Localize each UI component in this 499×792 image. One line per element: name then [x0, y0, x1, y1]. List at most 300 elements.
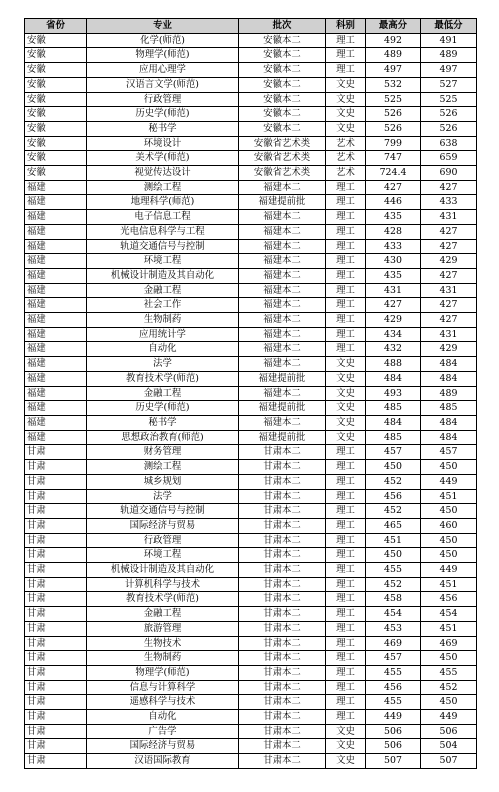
cell-subject: 理工 — [326, 621, 366, 636]
cell-major: 应用心理学 — [87, 63, 239, 78]
cell-major: 金融工程 — [87, 386, 239, 401]
cell-province: 福建 — [25, 342, 87, 357]
cell-major: 行政管理 — [87, 92, 239, 107]
cell-batch: 甘肃本二 — [239, 460, 326, 475]
table-row — [25, 48, 477, 63]
cell-subject: 理工 — [326, 504, 366, 519]
cell-province: 安徽 — [25, 77, 87, 92]
cell-min-score: 525 — [421, 92, 477, 107]
cell-major: 化学(师范) — [87, 33, 239, 48]
cell-major: 秘书学 — [87, 415, 239, 430]
cell-max-score: 449 — [366, 710, 421, 725]
table-row — [25, 151, 477, 166]
cell-batch: 安徽本二 — [239, 63, 326, 78]
cell-max-score: 435 — [366, 210, 421, 225]
cell-province: 福建 — [25, 430, 87, 445]
cell-batch: 甘肃本二 — [239, 489, 326, 504]
header-min-score: 最低分 — [421, 19, 477, 34]
cell-province: 福建 — [25, 268, 87, 283]
cell-subject: 理工 — [326, 651, 366, 666]
cell-subject: 理工 — [326, 298, 366, 313]
table-row — [25, 518, 477, 533]
table-row — [25, 695, 477, 710]
cell-subject: 艺术 — [326, 136, 366, 151]
cell-province: 甘肃 — [25, 710, 87, 725]
cell-major: 视觉传达设计 — [87, 166, 239, 181]
cell-subject: 艺术 — [326, 151, 366, 166]
cell-max-score: 506 — [366, 739, 421, 754]
cell-province: 安徽 — [25, 33, 87, 48]
cell-batch: 甘肃本二 — [239, 621, 326, 636]
cell-province: 甘肃 — [25, 739, 87, 754]
cell-max-score: 526 — [366, 107, 421, 122]
cell-subject: 文史 — [326, 739, 366, 754]
header-subject: 科别 — [326, 19, 366, 34]
cell-province: 福建 — [25, 195, 87, 210]
cell-min-score: 449 — [421, 710, 477, 725]
cell-max-score: 432 — [366, 342, 421, 357]
cell-max-score: 469 — [366, 636, 421, 651]
table-row — [25, 224, 477, 239]
cell-major: 轨道交通信号与控制 — [87, 239, 239, 254]
cell-province: 甘肃 — [25, 754, 87, 769]
cell-subject: 文史 — [326, 386, 366, 401]
cell-max-score: 452 — [366, 474, 421, 489]
cell-major: 法学 — [87, 489, 239, 504]
cell-subject: 理工 — [326, 33, 366, 48]
cell-batch: 福建本二 — [239, 268, 326, 283]
table-row — [25, 210, 477, 225]
cell-max-score: 465 — [366, 518, 421, 533]
cell-min-score: 526 — [421, 121, 477, 136]
table-row — [25, 371, 477, 386]
cell-min-score: 456 — [421, 592, 477, 607]
cell-province: 福建 — [25, 313, 87, 328]
cell-max-score: 747 — [366, 151, 421, 166]
cell-min-score: 454 — [421, 607, 477, 622]
cell-batch: 甘肃本二 — [239, 665, 326, 680]
cell-subject: 理工 — [326, 680, 366, 695]
cell-batch: 安徽本二 — [239, 48, 326, 63]
table-row — [25, 739, 477, 754]
cell-subject: 文史 — [326, 77, 366, 92]
cell-major: 机械设计制造及其自动化 — [87, 563, 239, 578]
cell-major: 行政管理 — [87, 533, 239, 548]
cell-max-score: 525 — [366, 92, 421, 107]
cell-major: 生物技术 — [87, 636, 239, 651]
table-row — [25, 445, 477, 460]
cell-province: 甘肃 — [25, 445, 87, 460]
cell-major: 金融工程 — [87, 607, 239, 622]
cell-major: 应用统计学 — [87, 327, 239, 342]
cell-province: 甘肃 — [25, 533, 87, 548]
cell-province: 甘肃 — [25, 489, 87, 504]
table-row — [25, 107, 477, 122]
cell-max-score: 446 — [366, 195, 421, 210]
cell-batch: 甘肃本二 — [239, 563, 326, 578]
cell-max-score: 427 — [366, 180, 421, 195]
cell-max-score: 457 — [366, 445, 421, 460]
cell-province: 安徽 — [25, 121, 87, 136]
cell-subject: 理工 — [326, 695, 366, 710]
cell-min-score: 427 — [421, 239, 477, 254]
cell-major: 汉语国际教育 — [87, 754, 239, 769]
cell-major: 环境设计 — [87, 136, 239, 151]
cell-province: 安徽 — [25, 166, 87, 181]
cell-min-score: 449 — [421, 474, 477, 489]
cell-province: 甘肃 — [25, 548, 87, 563]
cell-major: 遥感科学与技术 — [87, 695, 239, 710]
cell-province: 安徽 — [25, 48, 87, 63]
cell-batch: 福建本二 — [239, 239, 326, 254]
cell-min-score: 457 — [421, 445, 477, 460]
cell-min-score: 431 — [421, 210, 477, 225]
cell-min-score: 431 — [421, 283, 477, 298]
table-row — [25, 754, 477, 769]
table-row — [25, 283, 477, 298]
cell-province: 安徽 — [25, 63, 87, 78]
cell-batch: 安徽省艺术类 — [239, 136, 326, 151]
cell-max-score: 450 — [366, 460, 421, 475]
cell-subject: 理工 — [326, 48, 366, 63]
table-row — [25, 430, 477, 445]
cell-min-score: 427 — [421, 180, 477, 195]
cell-min-score: 429 — [421, 342, 477, 357]
cell-min-score: 451 — [421, 621, 477, 636]
cell-major: 汉语言文学(师范) — [87, 77, 239, 92]
cell-subject: 理工 — [326, 342, 366, 357]
cell-max-score: 493 — [366, 386, 421, 401]
cell-subject: 理工 — [326, 636, 366, 651]
cell-subject: 文史 — [326, 415, 366, 430]
cell-min-score: 450 — [421, 651, 477, 666]
cell-max-score: 431 — [366, 283, 421, 298]
cell-major: 生物制药 — [87, 651, 239, 666]
cell-subject: 理工 — [326, 268, 366, 283]
cell-subject: 理工 — [326, 665, 366, 680]
cell-batch: 安徽本二 — [239, 92, 326, 107]
cell-province: 福建 — [25, 401, 87, 416]
cell-province: 甘肃 — [25, 577, 87, 592]
cell-subject: 文史 — [326, 754, 366, 769]
cell-major: 旅游管理 — [87, 621, 239, 636]
cell-batch: 福建本二 — [239, 210, 326, 225]
cell-min-score: 451 — [421, 577, 477, 592]
cell-subject: 理工 — [326, 63, 366, 78]
cell-min-score: 431 — [421, 327, 477, 342]
cell-batch: 甘肃本二 — [239, 504, 326, 519]
cell-subject: 文史 — [326, 430, 366, 445]
header-max-score: 最高分 — [366, 19, 421, 34]
table-row — [25, 401, 477, 416]
cell-max-score: 489 — [366, 48, 421, 63]
cell-province: 甘肃 — [25, 695, 87, 710]
cell-batch: 福建本二 — [239, 327, 326, 342]
table-row — [25, 563, 477, 578]
cell-batch: 福建提前批 — [239, 430, 326, 445]
table-row — [25, 680, 477, 695]
table-row — [25, 460, 477, 475]
table-row — [25, 636, 477, 651]
table-row — [25, 607, 477, 622]
cell-province: 甘肃 — [25, 724, 87, 739]
cell-batch: 福建本二 — [239, 342, 326, 357]
cell-max-score: 492 — [366, 33, 421, 48]
cell-min-score: 506 — [421, 724, 477, 739]
cell-major: 广告学 — [87, 724, 239, 739]
cell-subject: 文史 — [326, 724, 366, 739]
cell-province: 安徽 — [25, 92, 87, 107]
cell-major: 教育技术学(师范) — [87, 371, 239, 386]
cell-min-score: 489 — [421, 48, 477, 63]
cell-batch: 甘肃本二 — [239, 651, 326, 666]
cell-max-score: 457 — [366, 651, 421, 666]
cell-major: 社会工作 — [87, 298, 239, 313]
cell-min-score: 450 — [421, 695, 477, 710]
cell-subject: 文史 — [326, 401, 366, 416]
table-row — [25, 63, 477, 78]
cell-province: 福建 — [25, 224, 87, 239]
cell-subject: 文史 — [326, 371, 366, 386]
cell-major: 自动化 — [87, 342, 239, 357]
table-row — [25, 386, 477, 401]
cell-batch: 甘肃本二 — [239, 592, 326, 607]
table-row — [25, 33, 477, 48]
cell-min-score: 450 — [421, 504, 477, 519]
cell-max-score: 456 — [366, 680, 421, 695]
table-row — [25, 651, 477, 666]
cell-batch: 福建本二 — [239, 298, 326, 313]
cell-min-score: 469 — [421, 636, 477, 651]
cell-batch: 甘肃本二 — [239, 680, 326, 695]
cell-province: 福建 — [25, 254, 87, 269]
cell-major: 光电信息科学与工程 — [87, 224, 239, 239]
cell-max-score: 453 — [366, 621, 421, 636]
cell-major: 地理科学(师范) — [87, 195, 239, 210]
cell-max-score: 430 — [366, 254, 421, 269]
cell-province: 甘肃 — [25, 518, 87, 533]
cell-min-score: 485 — [421, 401, 477, 416]
cell-subject: 理工 — [326, 563, 366, 578]
table-row — [25, 533, 477, 548]
cell-subject: 理工 — [326, 489, 366, 504]
cell-major: 秘书学 — [87, 121, 239, 136]
cell-batch: 福建本二 — [239, 224, 326, 239]
cell-min-score: 526 — [421, 107, 477, 122]
cell-subject: 理工 — [326, 577, 366, 592]
table-row — [25, 724, 477, 739]
cell-min-score: 484 — [421, 415, 477, 430]
header-batch: 批次 — [239, 19, 326, 34]
cell-major: 测绘工程 — [87, 180, 239, 195]
cell-province: 甘肃 — [25, 665, 87, 680]
cell-major: 国际经济与贸易 — [87, 518, 239, 533]
table-row — [25, 121, 477, 136]
cell-province: 安徽 — [25, 136, 87, 151]
cell-major: 环境工程 — [87, 548, 239, 563]
table-row — [25, 489, 477, 504]
table-row — [25, 327, 477, 342]
cell-min-score: 504 — [421, 739, 477, 754]
cell-min-score: 484 — [421, 371, 477, 386]
cell-min-score: 638 — [421, 136, 477, 151]
table-row — [25, 313, 477, 328]
cell-major: 生物制药 — [87, 313, 239, 328]
cell-min-score: 497 — [421, 63, 477, 78]
cell-province: 福建 — [25, 283, 87, 298]
table-row — [25, 548, 477, 563]
cell-subject: 理工 — [326, 239, 366, 254]
cell-province: 甘肃 — [25, 504, 87, 519]
cell-min-score: 491 — [421, 33, 477, 48]
cell-major: 物理学(师范) — [87, 665, 239, 680]
cell-batch: 福建本二 — [239, 180, 326, 195]
cell-subject: 理工 — [326, 607, 366, 622]
table-row — [25, 621, 477, 636]
cell-min-score: 427 — [421, 268, 477, 283]
cell-batch: 安徽省艺术类 — [239, 166, 326, 181]
cell-major: 环境工程 — [87, 254, 239, 269]
cell-min-score: 429 — [421, 254, 477, 269]
cell-subject: 理工 — [326, 254, 366, 269]
cell-max-score: 526 — [366, 121, 421, 136]
table-row — [25, 665, 477, 680]
cell-subject: 理工 — [326, 592, 366, 607]
cell-batch: 安徽本二 — [239, 77, 326, 92]
cell-batch: 安徽省艺术类 — [239, 151, 326, 166]
cell-province: 福建 — [25, 298, 87, 313]
cell-province: 甘肃 — [25, 563, 87, 578]
cell-min-score: 507 — [421, 754, 477, 769]
cell-batch: 福建本二 — [239, 313, 326, 328]
cell-max-score: 450 — [366, 548, 421, 563]
cell-max-score: 485 — [366, 430, 421, 445]
cell-max-score: 484 — [366, 415, 421, 430]
cell-subject: 理工 — [326, 710, 366, 725]
table-row — [25, 268, 477, 283]
cell-subject: 理工 — [326, 210, 366, 225]
cell-batch: 福建提前批 — [239, 195, 326, 210]
cell-major: 自动化 — [87, 710, 239, 725]
table-row — [25, 504, 477, 519]
cell-subject: 理工 — [326, 313, 366, 328]
cell-max-score: 429 — [366, 313, 421, 328]
cell-major: 美术学(师范) — [87, 151, 239, 166]
cell-province: 福建 — [25, 327, 87, 342]
cell-max-score: 488 — [366, 357, 421, 372]
table-row — [25, 239, 477, 254]
cell-max-score: 532 — [366, 77, 421, 92]
cell-batch: 甘肃本二 — [239, 577, 326, 592]
table-row — [25, 357, 477, 372]
table-row — [25, 195, 477, 210]
cell-max-score: 458 — [366, 592, 421, 607]
cell-min-score: 433 — [421, 195, 477, 210]
cell-batch: 甘肃本二 — [239, 548, 326, 563]
table-row — [25, 342, 477, 357]
cell-max-score: 452 — [366, 577, 421, 592]
cell-province: 福建 — [25, 210, 87, 225]
cell-min-score: 690 — [421, 166, 477, 181]
score-table-document — [24, 18, 476, 769]
cell-max-score: 507 — [366, 754, 421, 769]
cell-max-score: 799 — [366, 136, 421, 151]
cell-major: 财务管理 — [87, 445, 239, 460]
cell-min-score: 527 — [421, 77, 477, 92]
cell-subject: 理工 — [326, 327, 366, 342]
cell-subject: 理工 — [326, 474, 366, 489]
table-row — [25, 92, 477, 107]
cell-subject: 文史 — [326, 121, 366, 136]
cell-major: 思想政治教育(师范) — [87, 430, 239, 445]
cell-batch: 福建本二 — [239, 357, 326, 372]
header-province: 省份 — [25, 19, 87, 34]
cell-subject: 理工 — [326, 195, 366, 210]
cell-major: 电子信息工程 — [87, 210, 239, 225]
cell-max-score: 485 — [366, 401, 421, 416]
cell-province: 甘肃 — [25, 680, 87, 695]
cell-subject: 理工 — [326, 533, 366, 548]
cell-min-score: 450 — [421, 548, 477, 563]
cell-province: 福建 — [25, 357, 87, 372]
cell-subject: 文史 — [326, 92, 366, 107]
cell-min-score: 460 — [421, 518, 477, 533]
cell-subject: 文史 — [326, 357, 366, 372]
cell-batch: 甘肃本二 — [239, 533, 326, 548]
cell-batch: 福建本二 — [239, 283, 326, 298]
cell-batch: 甘肃本二 — [239, 739, 326, 754]
table-row — [25, 77, 477, 92]
cell-min-score: 427 — [421, 298, 477, 313]
cell-min-score: 455 — [421, 665, 477, 680]
header-row — [25, 19, 477, 34]
cell-max-score: 433 — [366, 239, 421, 254]
cell-major: 历史学(师范) — [87, 107, 239, 122]
cell-batch: 福建提前批 — [239, 371, 326, 386]
cell-max-score: 455 — [366, 695, 421, 710]
cell-province: 安徽 — [25, 107, 87, 122]
cell-min-score: 484 — [421, 357, 477, 372]
cell-province: 福建 — [25, 386, 87, 401]
cell-subject: 文史 — [326, 107, 366, 122]
cell-batch: 福建本二 — [239, 386, 326, 401]
cell-major: 计算机科学与技术 — [87, 577, 239, 592]
cell-subject: 理工 — [326, 224, 366, 239]
table-row — [25, 592, 477, 607]
cell-province: 甘肃 — [25, 474, 87, 489]
cell-subject: 理工 — [326, 460, 366, 475]
header-major: 专业 — [87, 19, 239, 34]
cell-province: 甘肃 — [25, 651, 87, 666]
cell-batch: 福建本二 — [239, 254, 326, 269]
cell-subject: 艺术 — [326, 166, 366, 181]
cell-max-score: 451 — [366, 533, 421, 548]
cell-province: 福建 — [25, 371, 87, 386]
cell-major: 法学 — [87, 357, 239, 372]
table-row — [25, 415, 477, 430]
cell-province: 福建 — [25, 239, 87, 254]
cell-major: 历史学(师范) — [87, 401, 239, 416]
cell-major: 城乡规划 — [87, 474, 239, 489]
table-row — [25, 577, 477, 592]
cell-min-score: 427 — [421, 224, 477, 239]
cell-min-score: 427 — [421, 313, 477, 328]
cell-max-score: 435 — [366, 268, 421, 283]
cell-batch: 甘肃本二 — [239, 710, 326, 725]
cell-max-score: 506 — [366, 724, 421, 739]
cell-min-score: 449 — [421, 563, 477, 578]
cell-min-score: 451 — [421, 489, 477, 504]
